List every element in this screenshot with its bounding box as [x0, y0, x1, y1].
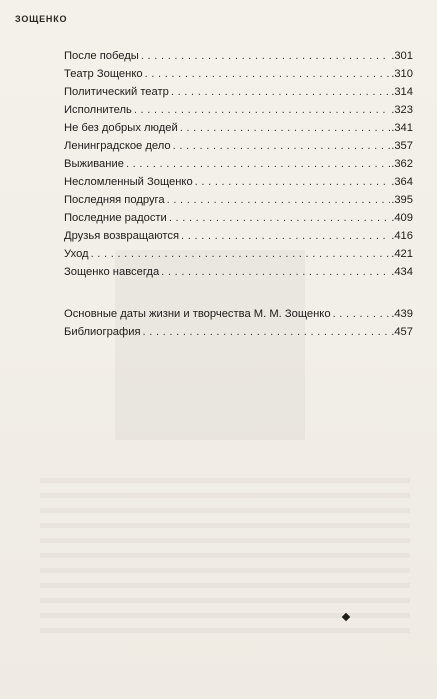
- toc-entry: [64, 119, 413, 137]
- toc-leader: [161, 263, 390, 281]
- toc-entry-title: Театр Зощенко: [64, 68, 143, 80]
- toc-entry: [64, 263, 413, 281]
- toc-leader: [145, 65, 391, 83]
- toc-leader: [180, 119, 391, 137]
- toc-entry: [64, 137, 413, 155]
- table-of-contents: [64, 47, 413, 341]
- toc-entry-title: После победы: [64, 50, 139, 62]
- toc-entry-page: .310: [391, 68, 413, 80]
- toc-entry-page: .439: [391, 308, 413, 320]
- toc-entry-title: Исполнитель: [64, 104, 132, 116]
- toc-leader: [181, 227, 390, 245]
- toc-entry-title: Основные даты жизни и творчества М. М. Зощенко: [64, 308, 331, 320]
- toc-entry-page: .364: [391, 176, 413, 188]
- toc-entry-title: Друзья возвращаются: [64, 230, 180, 242]
- toc-leader: [91, 245, 391, 263]
- toc-entry-page: .314: [391, 86, 413, 98]
- toc-leader: [134, 101, 390, 119]
- toc-leader: [333, 305, 391, 323]
- toc-entry: [64, 155, 413, 173]
- bleed-through-text: [40, 478, 410, 638]
- toc-leader: [126, 155, 390, 173]
- toc-leader: [173, 137, 391, 155]
- toc-entry: [64, 323, 413, 341]
- toc-entry-title: Выживание: [64, 158, 124, 170]
- toc-entry-title: Ленинградское дело: [64, 140, 171, 152]
- toc-entry: [64, 209, 413, 227]
- toc-entry: [64, 245, 413, 263]
- toc-entry-page: .434: [391, 266, 413, 278]
- toc-entry-title: Последние радости: [64, 212, 167, 224]
- toc-gap: [64, 281, 413, 305]
- toc-entry-page: .457: [391, 326, 413, 338]
- toc-leader: [141, 47, 390, 65]
- toc-entry-page: .409: [391, 212, 413, 224]
- toc-entry: [64, 65, 413, 83]
- toc-entry-title: Несломленный Зощенко: [64, 176, 193, 188]
- toc-leader: [143, 323, 391, 341]
- toc-entry-page: .341: [391, 122, 413, 134]
- toc-entry: [64, 83, 413, 101]
- toc-leader: [169, 209, 390, 227]
- toc-entry: [64, 47, 413, 65]
- toc-entry-page: .421: [391, 248, 413, 260]
- toc-entry-page: .416: [391, 230, 413, 242]
- toc-entry-page: .362: [391, 158, 413, 170]
- toc-entry: [64, 227, 413, 245]
- toc-entry: [64, 305, 413, 323]
- toc-entry-title: Уход: [64, 248, 89, 260]
- toc-entry-page: .357: [391, 140, 413, 152]
- toc-entry-title: Зощенко навсегда: [64, 266, 160, 278]
- toc-entry-page: .395: [391, 194, 413, 206]
- running-head: ЗОЩЕНКО: [15, 14, 68, 24]
- toc-leader: [167, 191, 391, 209]
- toc-entry-title: Не без добрых людей: [64, 122, 178, 134]
- toc-entry-title: Политический театр: [64, 86, 169, 98]
- toc-entry-page: .323: [391, 104, 413, 116]
- toc-entry: [64, 173, 413, 191]
- toc-entry: [64, 191, 413, 209]
- toc-entry: [64, 101, 413, 119]
- toc-entry-title: Библиография: [64, 326, 141, 338]
- toc-leader: [195, 173, 391, 191]
- toc-entry-title: Последняя подруга: [64, 194, 165, 206]
- toc-leader: [171, 83, 390, 101]
- toc-entry-page: .301: [391, 50, 413, 62]
